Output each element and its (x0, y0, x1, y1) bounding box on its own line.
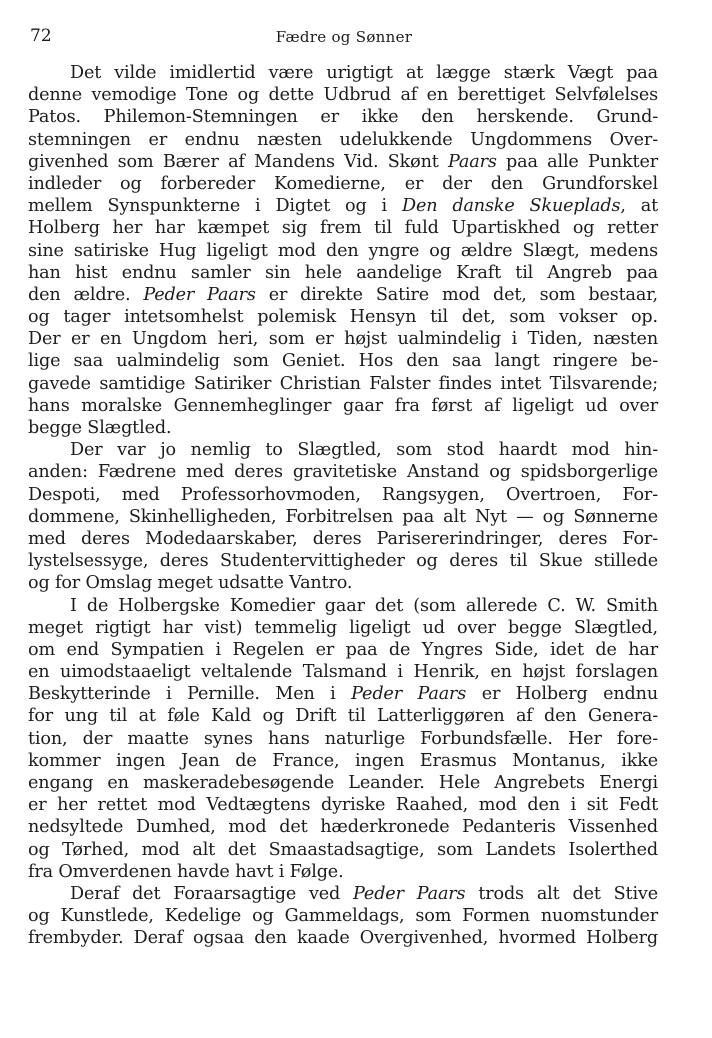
italic-title: Den danske Skueplads (401, 196, 621, 217)
text-line: en uimodstaaeligt veltalende Talsmand i Henrik, en højst forslagen (28, 662, 658, 683)
text-line: og Kunstlede, Kedelige og Gammeldags, som Formen nuomstunder (28, 906, 658, 927)
text-line: og Tørhed, mod alt det Smaastadsagtige, som Landets Isolerthed (28, 839, 658, 860)
text-line: Patos. Philemon-Stemningen er ikke den herskende. Grund- (28, 107, 658, 128)
text-line: lige saa ualmindelig som Geniet. Hos den saa langt ringere be- (28, 351, 658, 372)
text-line: tion, der maatte synes hans naturlige Forbundsfælle. Her fore- (28, 728, 658, 749)
text-line: og tager intetsomhelst polemisk Hensyn til det, som vokser op. (28, 307, 658, 328)
text-line: gavede samtidige Satiriker Christian Falster findes intet Tilsvarende; (28, 373, 658, 394)
text-line: den ældre. Peder Paars er direkte Satire mod det, som bestaar, (28, 284, 659, 305)
text-line: nedsyltede Dumhed, mod det hæderkronede Pedanteris Vissenhed (28, 817, 658, 838)
text-line: Despoti, med Professorhovmoden, Rangsygen, Overtroen, For- (28, 484, 658, 505)
text-line: stemningen er endnu næsten udelukkende Ungdommens Over- (28, 129, 658, 150)
text-line: Beskytterinde i Pernille. Men i Peder Paars er Holberg endnu (28, 684, 659, 705)
text-line: fra Omverdenen havde havt i Følge. (28, 861, 344, 882)
text-line: med deres Modedaarskaber, deres Parisererindringer, deres For- (28, 528, 658, 549)
text-line: givenhed som Bærer af Mandens Vid. Skønt Paars paa alle Punkter (28, 151, 658, 172)
running-title: Fædre og Sønner (275, 28, 413, 46)
text-line: denne vemodige Tone og dette Udbrud af en berettiget Selvfølelses (28, 85, 658, 106)
text-line: indleder og forbereder Komedierne, er der den Grundforskel (28, 173, 658, 194)
text-line: hans moralske Gennemheglinger gaar fra først af ligeligt ud over (28, 395, 658, 416)
text-line: er her rettet mod Vedtægtens dyriske Raahed, mod den i sit Fedt (28, 795, 658, 816)
text-line: kommer ingen Jean de France, ingen Erasmus Montanus, ikke (28, 750, 658, 771)
text-line: Der er en Ungdom heri, som er højst ualmindelig i Tiden, næsten (28, 329, 658, 350)
italic-title: Paars (448, 151, 497, 172)
text-line: han hist endnu samler sin hele aandelige Kraft til Angreb paa (28, 262, 658, 283)
text-line: Deraf det Foraarsagtige ved Peder Paars trods alt det Stive (70, 883, 658, 904)
text-line: dommene, Skinhelligheden, Forbitrelsen paa alt Nyt — og Sønnerne (28, 506, 658, 527)
text-line: Holberg her har kæmpet sig frem til fuld Upartiskhed og retter (28, 218, 658, 239)
italic-title: Peder Paars (143, 284, 256, 305)
text-line: lystelsessyge, deres Studentervittigheder og deres til Skue stillede (28, 551, 658, 572)
italic-title: Peder Paars (351, 684, 467, 705)
text-line: om end Sympatien i Regelen er paa de Yngres Side, idet de har (28, 639, 658, 660)
page-number: 72 (30, 26, 52, 46)
text-line: frembyder. Deraf ogsaa den kaade Overgivenhed, hvormed Holberg (28, 928, 658, 949)
text-line: og for Omslag meget udsatte Vantro. (28, 573, 353, 594)
italic-title: Peder Paars (353, 883, 466, 904)
text-line: meget rigtigt har vist) temmelig ligeligt ud over begge Slægtled, (28, 617, 658, 638)
text-line: Der var jo nemlig to Slægtled, som stod haardt mod hin- (70, 440, 658, 461)
text-line: anden: Fædrene med deres gravitetiske Anstand og spidsborgerlige (28, 462, 658, 483)
text-line: Det vilde imidlertid være urigtigt at lægge stærk Vægt paa (70, 63, 658, 83)
text-line: for ung til at føle Kald og Drift til Latterliggøren af den Genera- (28, 706, 658, 727)
text-line: sine satiriske Hug ligeligt mod den yngre og ældre Slægt, medens (28, 240, 658, 261)
text-line: engang en maskeradebesøgende Leander. Hele Angrebets Energi (28, 773, 658, 793)
body-text (28, 62, 658, 950)
page-header (30, 26, 658, 50)
text-line: begge Slægtled. (28, 418, 172, 438)
text-line: I de Holbergske Komedier gaar det (som allerede C. W. Smith (70, 595, 658, 616)
text-line: mellem Synspunkterne i Digtet og i Den danske Skueplads, at (28, 196, 658, 217)
